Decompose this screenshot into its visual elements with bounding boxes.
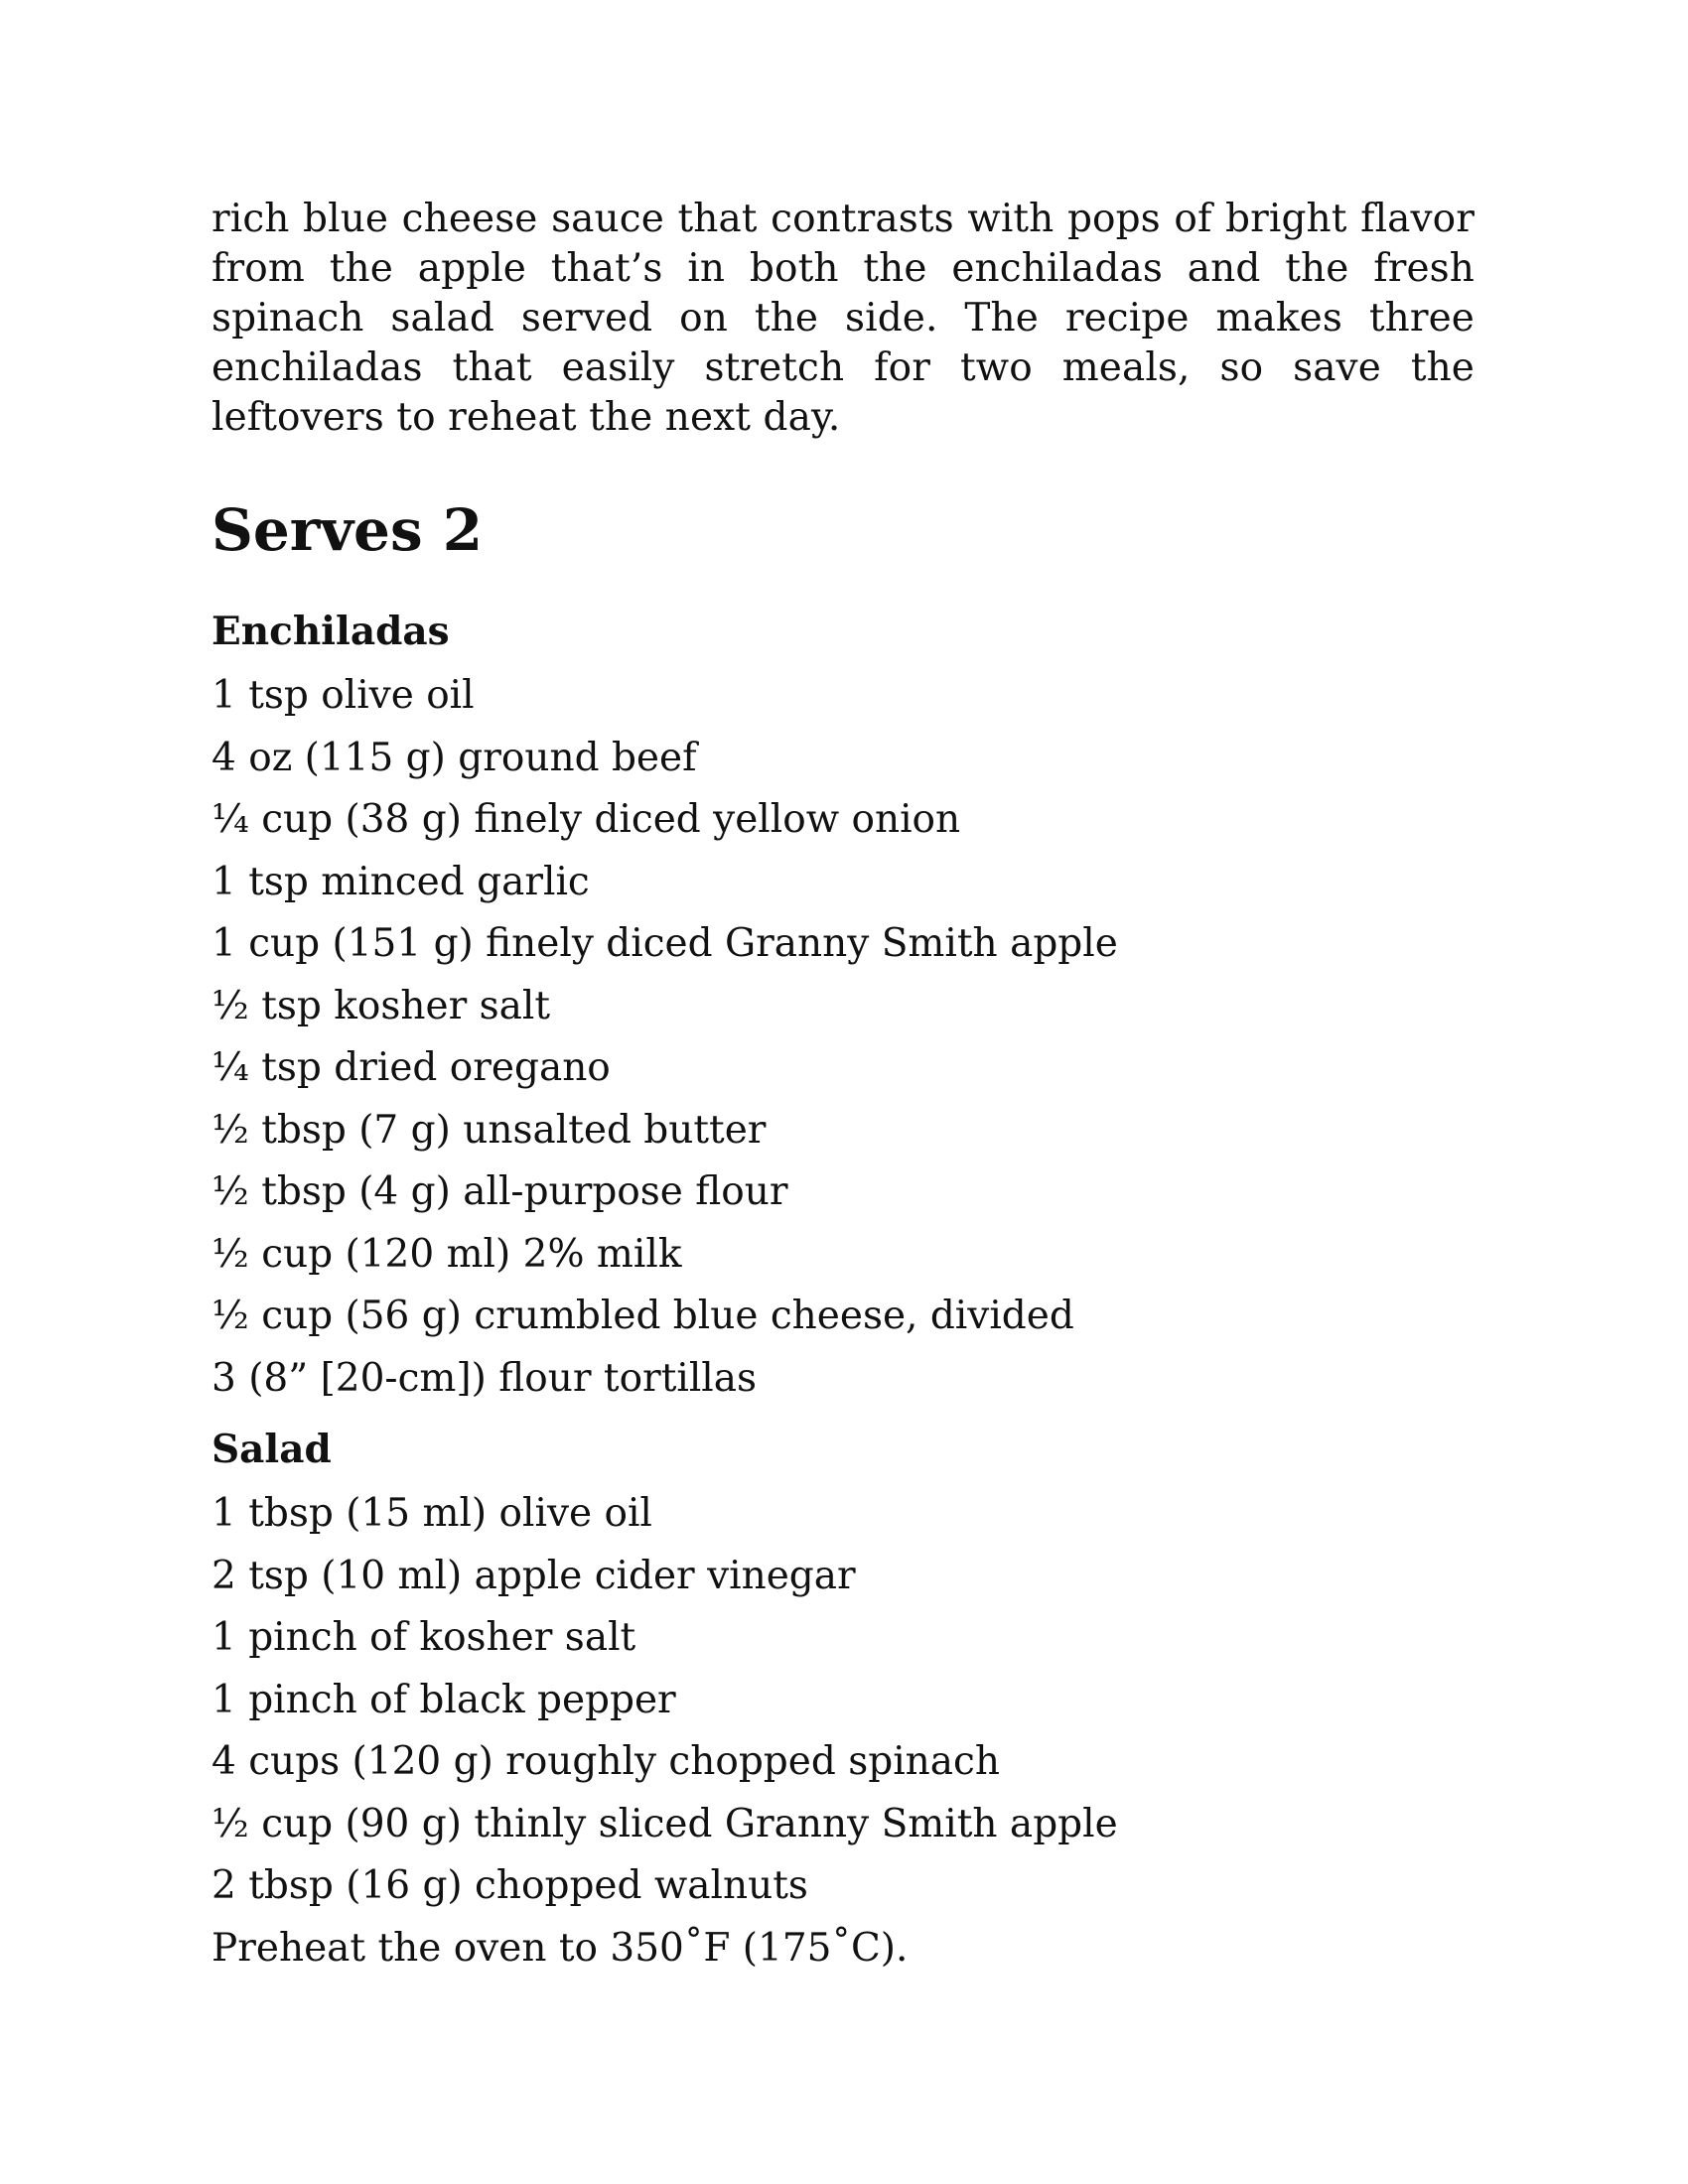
ingredient-item: 1 tbsp (15 ml) olive oil: [211, 1491, 652, 1536]
ingredient-item: ¼ cup (38 g) finely diced yellow onion: [211, 797, 961, 842]
direction-step: Preheat the oven to 350˚F (175˚C).: [211, 1925, 909, 1971]
ingredient-item: 4 oz (115 g) ground beef: [211, 735, 697, 780]
ingredient-item: ½ tbsp (7 g) unsalted butter: [211, 1107, 767, 1153]
ingredient-item: 1 tsp minced garlic: [211, 859, 590, 904]
ingredient-item: ½ cup (90 g) thinly sliced Granny Smith apple: [211, 1801, 1118, 1846]
ingredient-list-enchiladas: [211, 665, 1475, 1410]
ingredient-item: ½ tbsp (4 g) all-purpose flour: [211, 1169, 788, 1214]
section-title-enchiladas: Enchiladas: [211, 609, 450, 654]
ingredient-item: 1 tsp olive oil: [211, 673, 475, 718]
section-title-salad: Salad: [211, 1427, 332, 1472]
ingredient-item: 3 (8” [20-cm]) flour tortillas: [211, 1355, 758, 1401]
ingredient-item: ½ cup (56 g) crumbled blue cheese, divided: [211, 1294, 1074, 1338]
intro-paragraph: rich blue cheese sauce that contrasts with pops of bright flavor from the apple that’s in both the enchiladas and the fresh spinach salad served on the side. The recipe makes three enchiladas that easily stretch for two meals, so save the leftovers to reheat the next day.: [211, 197, 1475, 440]
ingredient-item: 1 pinch of kosher salt: [211, 1615, 636, 1660]
ingredient-item: ½ tsp kosher salt: [211, 983, 551, 1028]
ingredient-item: 2 tsp (10 ml) apple cider vinegar: [211, 1553, 856, 1598]
ingredient-list-salad: [211, 1483, 1475, 1918]
ingredient-item: ¼ tsp dried oregano: [211, 1045, 611, 1090]
ingredient-item: ½ cup (120 ml) 2% milk: [211, 1231, 682, 1277]
ingredient-item: 1 pinch of black pepper: [211, 1677, 676, 1722]
ingredient-item: 2 tbsp (16 g) chopped walnuts: [211, 1863, 808, 1908]
ingredient-item: 1 cup (151 g) finely diced Granny Smith apple: [211, 921, 1118, 966]
recipe-page: [211, 195, 1475, 1979]
ingredient-item: 4 cups (120 g) roughly chopped spinach: [211, 1739, 1000, 1784]
serves-heading: Serves 2: [211, 496, 484, 564]
